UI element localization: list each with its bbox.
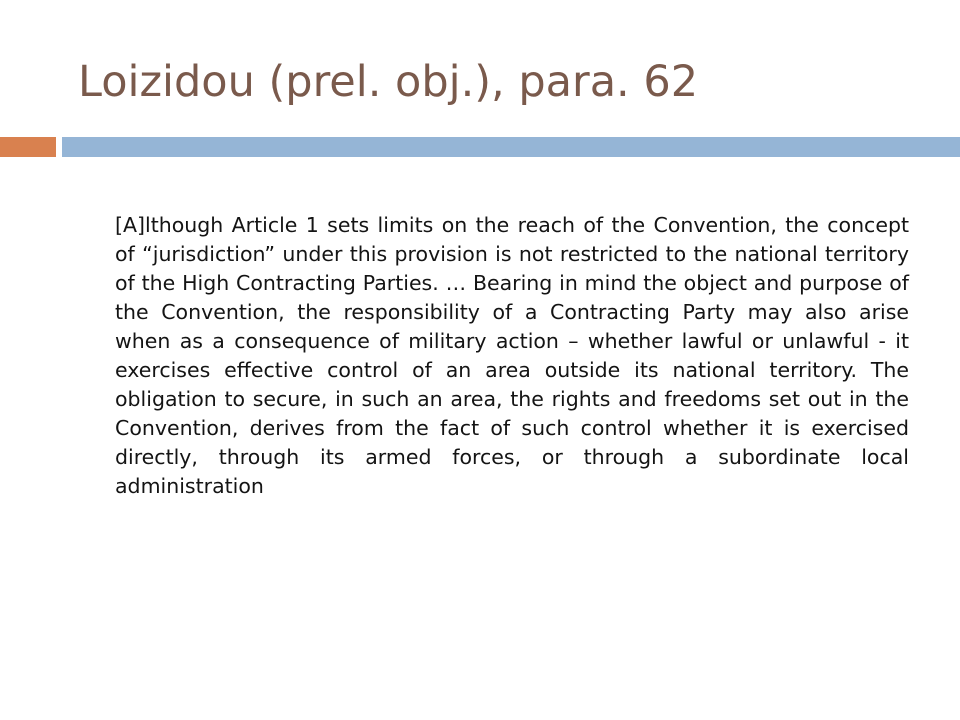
title-rule-bar [62,137,960,157]
title-rule-accent [0,137,56,157]
slide-title: Loizidou (prel. obj.), para. 62 [78,57,699,107]
quote-text: [A]lthough Article 1 sets limits on the reach of the Convention, the concept of “jurisdiction” under this provision is not restricted to the national territory of the High Contracting Parties. … Bearing in mind the object and purpose of the Convention, the responsibility of a Contracting Party may also arise when as a consequence of military action – whether lawful or unlawful - it exercises effective control of an area outside its national territory. The obligation to secure, in such an area, the rights and freedoms set out in the Convention, derives from the fact of such control whether it is exercised directly, through its armed forces, or through a subordinate local administration [115,213,909,498]
